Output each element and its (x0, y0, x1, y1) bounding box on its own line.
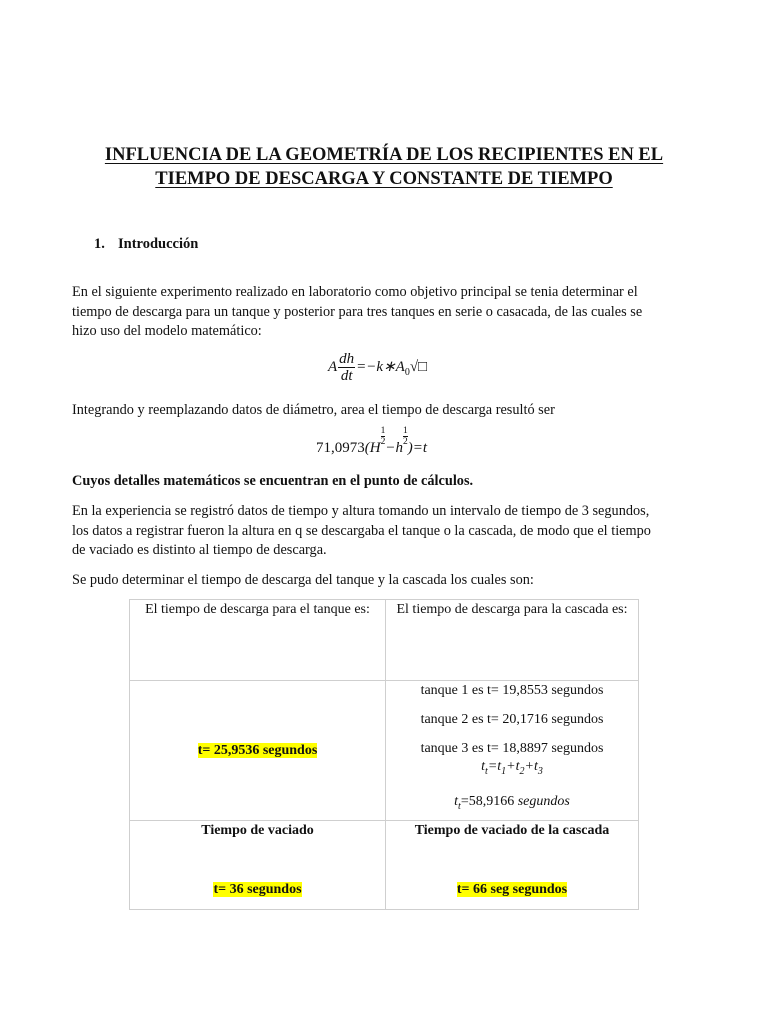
sum-sub-1: 1 (501, 765, 507, 777)
table-row (130, 600, 639, 681)
section-heading (94, 236, 198, 253)
experience-line-3: de vaciado es distinto al tiempo de descarga. (72, 542, 327, 558)
integrating-paragraph: Integrando y reemplazando datos de diámetro, area el tiempo de descarga resultó ser (72, 402, 555, 418)
formula1-A: A (328, 358, 338, 375)
vaciado-tank-cell (130, 821, 386, 910)
formula2-exp-den-2: 2 (402, 437, 408, 447)
formula1-denominator: dt (340, 368, 353, 384)
formula1-sub0: 0 (404, 366, 410, 378)
results-table (129, 599, 639, 910)
tank-time-cell (130, 681, 386, 821)
formula2-exp-num-2: 1 (402, 426, 408, 436)
formula2-coef: 71,0973 (316, 440, 365, 456)
formula2-open: (H (364, 440, 381, 456)
experience-line-2: los datos a registrar fueron la altura en q se descargaba el tanque o la cascada, de modo que el tiempo (72, 522, 651, 539)
vaciado-cascade-label: Tiempo de vaciado de la cascada (414, 823, 610, 838)
formula2-minus: −h (385, 440, 403, 456)
vaciado-cascade-cell (386, 821, 639, 910)
header-tank-text: El tiempo de descarga para el tanque es: (145, 602, 370, 617)
formula2-close: )=t (407, 440, 427, 456)
total-sub-t: t (458, 800, 461, 812)
vaciado-tank-value: t= 36 segundos (213, 882, 302, 897)
header-cascade-cell (386, 600, 639, 681)
title-line-1: INFLUENCIA DE LA GEOMETRÍA DE LOS RECIPIENTES EN EL (104, 145, 664, 165)
sum-formula (394, 759, 630, 780)
tank-time-value: t= 25,9536 segundos (197, 742, 318, 758)
experience-paragraph (72, 502, 702, 561)
intro-line-2: tiempo de descarga para un tanque y posterior para tres tanques en serie o casacada, de las cuales se (72, 303, 643, 320)
vaciado-cascade-value: t= 66 seg segundos (456, 882, 568, 897)
sum-sub-t: t (485, 765, 488, 777)
sum-sub-3: 3 (537, 765, 543, 777)
cascade-times-cell (386, 681, 639, 821)
intro-paragraph (72, 283, 702, 342)
total-formula: $t_t=58,9166$ segundos (454, 793, 570, 812)
intro-line-3: hizo uso del modelo matemático: (72, 323, 262, 339)
header-tank-cell (130, 600, 386, 681)
total-t: t (454, 793, 459, 809)
vaciado-tank-label: Tiempo de vaciado (201, 823, 314, 838)
formula2-exp-num-1: 1 (380, 426, 386, 436)
cascade-tank1: tanque 1 es t= 19,8553 segundos (420, 683, 604, 698)
sum-eq: =t (487, 759, 502, 774)
differential-equation (328, 351, 427, 384)
document-title (60, 143, 708, 191)
table-row (130, 681, 639, 821)
formula1-numerator: dh (339, 351, 355, 367)
intro-line-1: En el siguiente experimento realizado en laboratorio como objetivo principal se tenia determinar el (72, 284, 638, 300)
section-number: 1. (94, 236, 105, 252)
cascade-tank2: tanque 2 es t= 20,1716 segundos (420, 712, 604, 727)
total-value: 58,9166 (468, 793, 515, 809)
experience-line-1: En la experiencia se registró datos de tiempo y altura tomando un intervalo de tiempo de 3 segundos, (72, 503, 650, 519)
sum-plus-2: +t (524, 759, 538, 774)
sum-sub-2: 2 (519, 765, 525, 777)
total-unit: segundos (517, 793, 570, 809)
details-paragraph: Cuyos detalles matemáticos se encuentran en el punto de cálculos. (72, 473, 474, 489)
title-line-2: TIEMPO DE DESCARGA Y CONSTANTE DE TIEMPO (155, 169, 613, 189)
sum-t: t (481, 759, 486, 774)
integrated-equation (316, 426, 427, 457)
table-row (130, 821, 639, 910)
formula1-rhs: =−k∗A (356, 358, 405, 375)
formula2-exp-den-1: 2 (380, 437, 386, 447)
formula1-sqrt: √□ (409, 358, 428, 375)
sum-plus-1: +t (506, 759, 520, 774)
section-title: Introducción (118, 236, 199, 252)
cascade-tank3: tanque 3 es t= 18,8897 segundos (420, 741, 604, 756)
header-cascade-text: El tiempo de descarga para la cascada es: (396, 602, 628, 617)
formula1-fraction (338, 351, 355, 384)
determined-paragraph: Se pudo determinar el tiempo de descarga del tanque y la cascada los cuales son: (72, 572, 534, 588)
